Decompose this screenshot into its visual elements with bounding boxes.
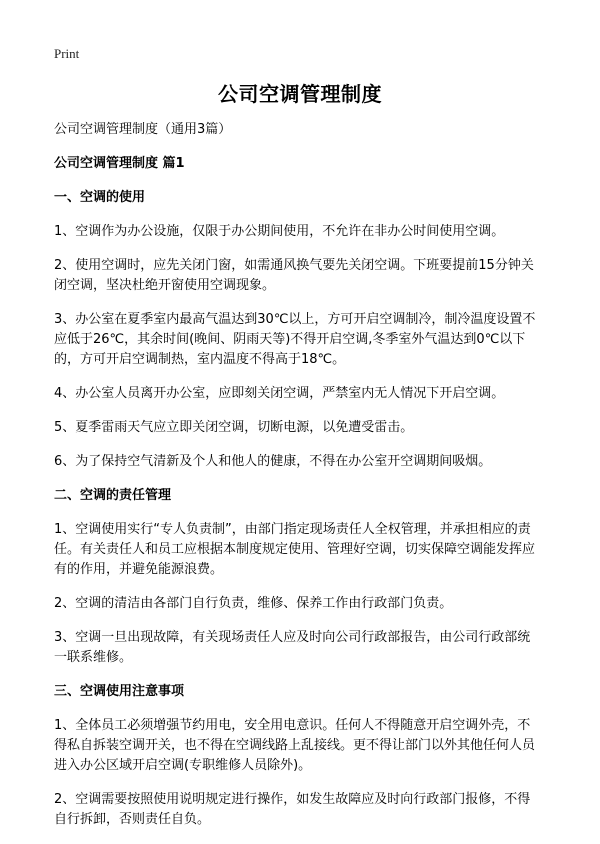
- section-heading: 三、空调使用注意事项: [54, 684, 185, 699]
- paragraph: 1、全体员工必须增强节约用电，安全用电意识。任何人不得随意开启空调外壳，不得私自拆装空调开关，也不得在空调线路上乱接线。更不得让部门以外其他任何人员进入办公区域开启空调(专职维修人员除外)。: [54, 718, 536, 773]
- document-subtitle: 公司空调管理制度（通用3篇）: [54, 122, 232, 137]
- section-heading: 二、空调的责任管理: [54, 488, 172, 503]
- paragraph: 1、空调作为办公设施，仅限于办公期间使用，不允许在非办公时间使用空调。: [54, 224, 505, 239]
- section-notes: [54, 682, 542, 830]
- document-body: [54, 120, 542, 844]
- part-heading: 公司空调管理制度 篇1: [54, 156, 185, 171]
- paragraph: 4、办公室人员离开办公室，应即刻关闭空调，严禁室内无人情况下开启空调。: [54, 386, 505, 401]
- paragraph: 3、办公室在夏季室内最高气温达到30℃以上，方可开启空调制冷，制冷温度设置不应低于26℃，其余时间(晚间、阴雨天等)不得开启空调,冬季室外气温达到0℃以下的，方可开启空调制热，室内温度不得高于18℃。: [54, 312, 536, 367]
- section-heading: 一、空调的使用: [54, 190, 146, 205]
- paragraph: 6、为了保持空气清新及个人和他人的健康，不得在办公室开空调期间吸烟。: [54, 454, 492, 469]
- page-title: 公司空调管理制度: [218, 82, 382, 106]
- section-usage: [54, 188, 542, 472]
- paragraph: 2、空调的清洁由各部门自行负责，维修、保养工作由行政部门负责。: [54, 596, 453, 611]
- paragraph: 2、空调需要按照使用说明规定进行操作，如发生故障应及时向行政部门报修，不得自行拆卸，否则责任自负。: [54, 792, 531, 827]
- print-label: Print: [54, 46, 80, 61]
- paragraph: 1、空调使用实行“专人负责制”，由部门指定现场责任人全权管理，并承担相应的责任。有关责任人和员工应根据本制度规定使用、管理好空调，切实保障空调能发挥应有的作用，并避免能源浪费。: [54, 522, 536, 577]
- section-responsibility: [54, 486, 542, 668]
- paragraph: 3、空调一旦出现故障，有关现场责任人应及时向公司行政部报告，由公司行政部统一联系维修。: [54, 630, 531, 665]
- paragraph: 2、使用空调时，应先关闭门窗，如需通风换气要先关闭空调。下班要提前15分钟关闭空调，坚决杜绝开窗使用空调现象。: [54, 258, 534, 293]
- paragraph: 5、夏季雷雨天气应立即关闭空调，切断电源，以免遭受雷击。: [54, 420, 414, 435]
